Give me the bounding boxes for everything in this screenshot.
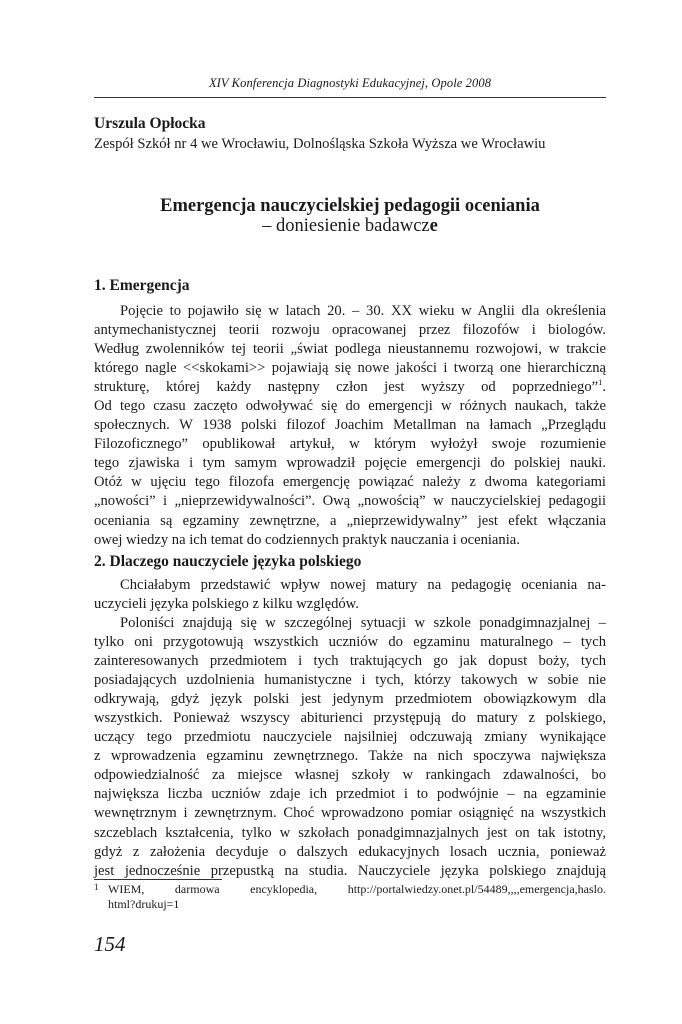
section-1-paragraph [94, 302, 606, 550]
author-affiliation: Zespół Szkół nr 4 we Wrocławiu, Dolnośląska Szkoła Wyższa we Wrocławiu [94, 136, 546, 152]
text-line: szczeblach kształcenia, tylko w szkołach ponadgimnazjalnych jest on tak istotny, [94, 824, 606, 841]
section-2-heading: 2. Dlaczego nauczyciele języka polskiego [94, 553, 362, 570]
text-line: antymechanistycznej teorii rozwoju opracowanej przez filozofów i biologów. [94, 322, 606, 339]
text-line: Filozoficznego” opublikował artykuł, w którym wyłożył swoje rozumienie [94, 436, 606, 453]
text-line: Poloniści znajdują się w szczególnej sytuacji w szkole ponadgimnazjalnej – [120, 615, 606, 631]
section-2-paragraph-2 [94, 614, 606, 881]
running-header: XIV Konferencja Diagnostyki Edukacyjnej, Opole 2008 [208, 76, 492, 90]
text-line: wszystkich. Ponieważ wszyscy abiturienci przystępują do matury z polskiego, [94, 710, 606, 727]
text-line: tylko oni przygotowują wszystkich uczniów do egzaminu maturalnego – tych [94, 634, 606, 651]
subtitle-text: – doniesienie badawcz [262, 216, 430, 236]
footnote-number: 1 [94, 882, 99, 892]
footnote-line[interactable]: html?drukuj=1 [108, 897, 180, 911]
text-line: Od tego czasu zaczęto odwoływać się do emergencji w różnych naukach, także [94, 398, 606, 415]
text-line: którego nagle <<skokami>> pojawiają się nowe jakości i tworzą one hierarchiczną [94, 360, 606, 377]
section-1-heading: 1. Emergencja [94, 277, 190, 294]
text-line: jest jednocześnie przepustką na studia. Nauczyciele języka polskiego znajdują [94, 862, 606, 879]
footnote-line[interactable]: WIEM, darmowa encyklopedia, http://portalwiedzy.onet.pl/54489,,,,emergencja,haslo. [108, 882, 606, 896]
footnote [94, 882, 606, 912]
text-line: Otóż w ujęciu tego filozofa emergencję powiązać należy z dwoma kategoriami [94, 474, 606, 491]
document-page [94, 0, 606, 1024]
section-2-paragraph-1 [94, 576, 606, 614]
text-line: wewnętrznym i zewnętrznym. Choć wprowadzono pomiar osiągnięć na wszystkich [94, 805, 606, 822]
text-line: odpowiedzialność za miejsce własnej szkoły w rankingach zdawalności, bo [94, 767, 606, 784]
text-line: z wprowadzenia egzaminu zewnętrznego. Także na nich spoczywa największa [94, 748, 606, 765]
text-line: uczący tego przedmiotu nauczyciele najsilniej odczuwają zmiany wynikające [94, 729, 606, 746]
footnote-reference[interactable]: 1 [598, 377, 603, 388]
article-subtitle [94, 216, 606, 236]
text-line: „nowości” i „nieprzewidywalności”. Ową „nowością” w nauczycielskiej pedagogii [94, 493, 606, 510]
text-line: Chciałabym przedstawić wpływ nowej matury na pedagogię oceniania na- [120, 577, 606, 593]
text-line: posiadających uzdolnienia humanistyczne i tych, którzy takowych w sobie nie [94, 672, 606, 689]
text-line: największa liczba uczniów zdaje ich przedmiot i to podwójnie – na egzaminie [94, 786, 606, 803]
text-line: gdyż z założenia decyduje o dalszych edukacyjnych losach ucznia, ponieważ [94, 843, 606, 860]
text-line: odkrywają, gdyż język polski jest jedynym przedmiotem obowiązkowym dla [94, 691, 606, 708]
text-line: uczycieli języka polskiego z kilku względów. [94, 596, 359, 613]
text-line: oceniania są egzaminy zewnętrzne, a „nieprzewidywalny” jest efekt włączania [94, 512, 606, 529]
header-rule [94, 97, 606, 98]
text-line: Według zwolenników tej teorii „świat podlega nieustannemu rozwojowi, w trakcie [94, 341, 606, 358]
text-line-body: strukturę, której każdy następny człon jest wyższy od poprzedniego” [94, 379, 599, 396]
text-line-with-footnote [94, 378, 606, 397]
footnote-rule [94, 879, 222, 880]
text-line: społecznych. W 1938 polski filozof Joachim Metallman na łamach „Przeglądu [94, 417, 606, 434]
text-line: owej wiedzy na ich temat do codziennych praktyk nauczania i oceniania. [94, 531, 520, 548]
page-number: 154 [94, 932, 126, 956]
text-line: Pojęcie to pojawiło się w latach 20. – 30. XX wieku w Anglii dla określenia [120, 303, 606, 319]
article-title: Emergencja nauczycielskiej pedagogii oceniania [160, 196, 540, 216]
text-line: tego zjawiska i tym samym wprowadził pojęcie emergencji do polskiej nauki. [94, 455, 606, 472]
text-line: zainteresowanych przedmiotem i tych traktujących go jak dopust boży, tych [94, 653, 606, 670]
author-name: Urszula Opłocka [94, 115, 206, 132]
subtitle-last-letter: e [429, 216, 438, 236]
footnote-ref-suffix: . [602, 379, 606, 396]
